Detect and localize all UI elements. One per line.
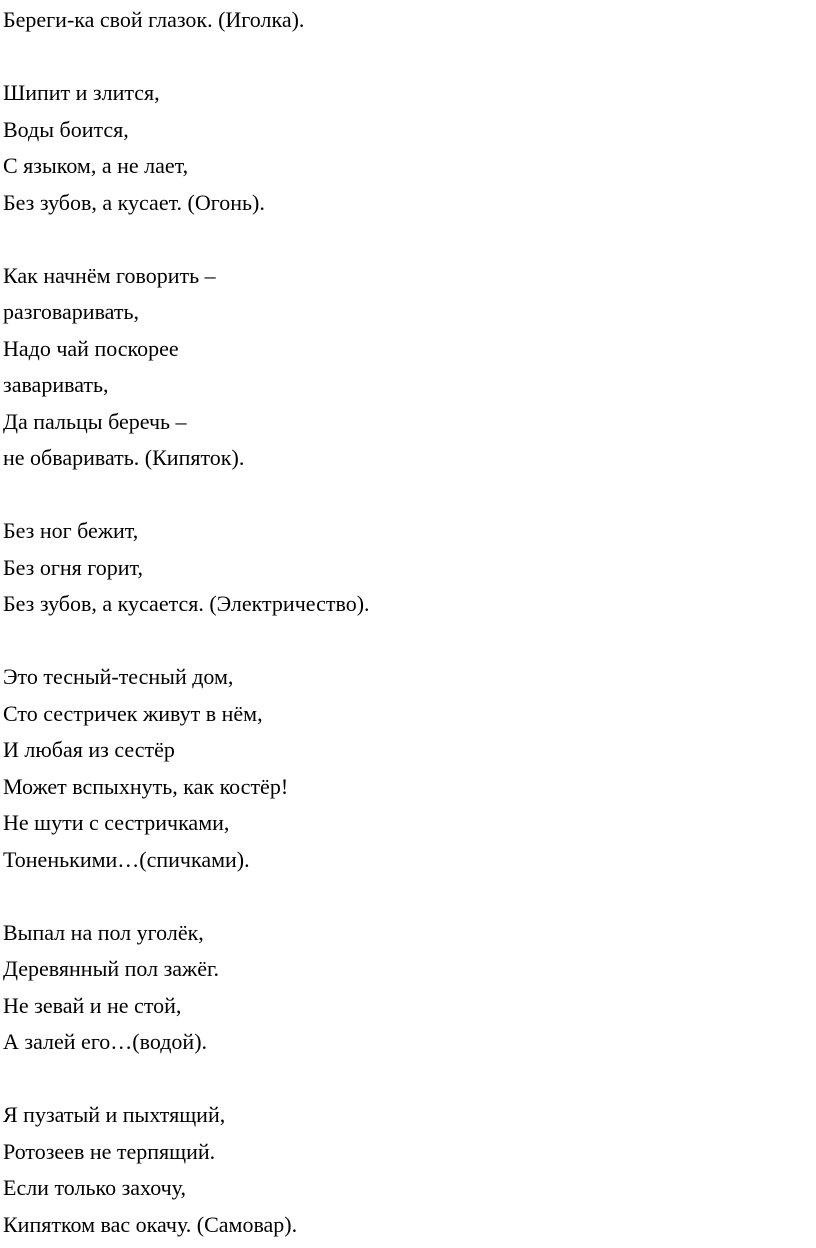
riddle-line: Воды боится, — [3, 116, 129, 142]
riddle-stanza-3 — [3, 258, 803, 477]
riddle-line: Это тесный-тесный дом, — [3, 664, 234, 689]
riddle-line: Я пузатый и пыхтящий, — [3, 1102, 226, 1127]
riddle-line: Не зевай и не стой, — [3, 992, 182, 1018]
riddle-line: И любая из сестёр — [3, 737, 175, 762]
riddle-stanza-1 — [3, 2, 803, 39]
document-page — [3, 2, 803, 1243]
riddle-line: С языком, а не лает, — [3, 153, 189, 178]
riddle-line: Если только захочу, — [3, 1175, 186, 1200]
riddle-line: разговаривать, — [3, 299, 140, 324]
riddle-line: Как начнём говорить – — [3, 262, 216, 288]
riddle-line: Сто сестричек живут в нём, — [3, 700, 263, 726]
riddle-line: Выпал на пол уголёк, — [3, 919, 204, 945]
riddle-line: Да пальцы беречь – — [3, 408, 187, 434]
riddle-line: Без ног бежит, — [3, 518, 139, 543]
riddle-line: Может вспыхнуть, как костёр! — [3, 773, 289, 799]
riddle-line: не обваривать. (Кипяток). — [3, 445, 245, 470]
riddle-stanza-4 — [3, 513, 803, 623]
riddle-line: Ротозеев не терпящий. — [3, 1138, 216, 1164]
riddle-line: Деревянный пол зажёг. — [3, 956, 220, 981]
riddle-line: А залей его…(водой). — [3, 1029, 208, 1054]
riddle-line: Без зубов, а кусает. (Огонь). — [3, 189, 265, 215]
riddle-line: Не шути с сестричками, — [3, 810, 230, 835]
riddle-stanza-6 — [3, 915, 803, 1061]
riddle-line: Тоненькими…(спичками). — [3, 846, 250, 872]
riddle-line: Береги-ка свой глазок. (Иголка). — [3, 7, 305, 32]
riddle-stanza-2 — [3, 75, 803, 221]
riddle-line: Без зубов, а кусается. (Электричество). — [3, 591, 370, 616]
riddle-line: заваривать, — [3, 372, 109, 397]
riddle-stanza-7 — [3, 1097, 803, 1243]
riddle-line: Без огня горит, — [3, 554, 143, 580]
riddle-line: Шипит и злится, — [3, 80, 160, 105]
riddle-stanza-5 — [3, 659, 803, 878]
riddle-line: Кипятком вас окачу. (Самовар). — [3, 1211, 298, 1237]
riddle-line: Надо чай поскорее — [3, 335, 179, 361]
